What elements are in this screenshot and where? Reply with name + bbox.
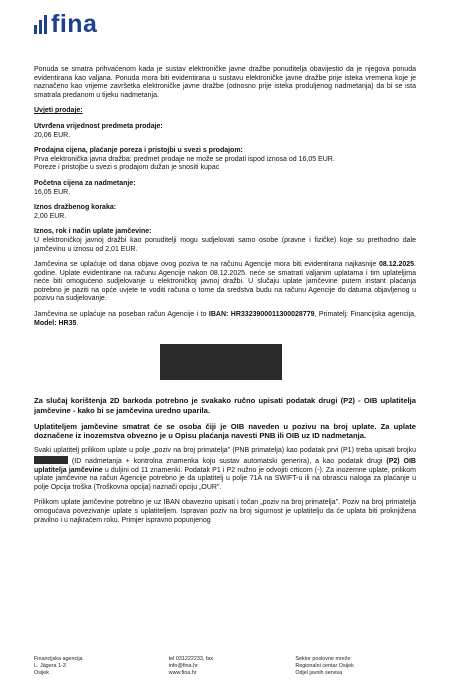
paragraph-ponuda: Ponuda se smatra prihvaćenom kada je sustav elektroničke javne dražbe ponuditelja obavijestio da je njegova ponuda evidentirana kao valjana. Ponuda mora biti evidentirana u sustavu elektroničke javne dražbe prije isteka vremena koje je naznačeno kao vrijeme završetka elektroničke javne dražbe (odnosno prije isteka produljenog nadmetanja) da bi se ista smatrala predanom u tijeku nadmetanja. <box>34 66 416 99</box>
footer-line: tel 031222233, fax <box>168 656 214 662</box>
footer-line: Odjel javnih servisa <box>295 670 343 677</box>
iban-text-a: Jamčevina se uplaćuje na poseban račun Agencije i to <box>34 311 209 319</box>
iban-text-c: . <box>76 319 79 327</box>
section-jamcevina <box>34 228 416 254</box>
section-pocetna <box>34 180 416 197</box>
footer-line: Regionalni centar Osijek <box>295 663 354 670</box>
text-jamcevina: U elektroničkoj javnoj dražbi kao ponuditelji mogu sudjelovati samo osobe (pravne i fizičke) koje su prethodno dale jamčevinu u iznosu od 2,01 EUR. <box>34 236 416 253</box>
footer-col-contact <box>169 656 290 678</box>
svaki-bold: (P2) OIB uplatitelja jamčevine <box>34 458 416 474</box>
value-korak: 2,00 EUR. <box>34 212 67 220</box>
redacted-barcode <box>160 344 282 380</box>
footer-email-link[interactable]: info@fina.hr <box>168 663 198 670</box>
paragraph-svaki-uplatitelj <box>34 447 416 492</box>
logo-text: fina <box>51 10 98 38</box>
paragraph-uplatitelj: Uplatiteljem jamčevine smatrat će se osoba čiji je OIB naveden u pozivu na broj uplate. Za uplate doznačene iz inozemstva obvezno je u Opisu plaćanja navesti PNB ili OIB uz ID nadmetanja. <box>34 421 416 441</box>
document-body <box>34 66 416 525</box>
label-korak: Iznos dražbenog koraka: <box>34 204 117 212</box>
svaki-text-a: Svaki uplatitelj prilikom uplate u polje „poziv na broj primatelja" (PNB primatelja) kao podatak prvi (P1) treba upisati brojku <box>34 447 416 455</box>
redacted-id <box>34 456 68 464</box>
footer-line: L. Jägera 1-3 <box>34 663 66 670</box>
svaki-text-c: u duljini od 11 znamenki. Podatak P1 i P2 nužno je odvojiti crticom (-). Za inozemne uplate, prilikom uplate jamčevine na račun Agencije potrebno je da uplatitelj u polje 71A na SWIFT-u ili na obrascu naloga za plaćanje u polje Opcija troška (Troškovna opcija) naznači opciju „OUR". <box>34 466 416 491</box>
footer-col-department <box>295 656 416 678</box>
label-vrijednost: Utvrđena vrijednost predmeta prodaje: <box>34 122 163 130</box>
rok-text-b: . godine. Uplate evidentirane na računu Agencije nakon 08.12.2025. neće se smatrati valjanim uplatama i tim uplateljima neće biti omogućeno sudjelovanje u elektroničkoj javnoj dražbi. U slučaju uplate jamčevine putem instant plaćanja potrebno je paziti na opće uvjete te voditi računa o tome da sredstva budu na računu Agencije do datuma objavljenog u pozivu na sudjelovanje. <box>34 261 416 303</box>
value-pocetna: 16,05 EUR. <box>34 188 71 196</box>
footer <box>34 656 416 678</box>
heading-uvjeti: Uvjeti prodaje: <box>34 107 83 115</box>
footer-line: Financijska agencija <box>34 656 83 662</box>
fina-logo <box>34 10 97 39</box>
footer-col-address <box>34 656 155 678</box>
paragraph-2d-barkod: Za slučaj korištenja 2D barkoda potrebno je svakako ručno upisati podatak drugi (P2) - OIB uplatitelja jamčevine - kako bi se jamčevina uredno uparila. <box>34 396 416 415</box>
section-vrijednost <box>34 123 416 140</box>
value-vrijednost: 20,06 EUR. <box>34 131 71 139</box>
label-jamcevina: Iznos, rok i način uplate jamčevine: <box>34 228 152 236</box>
svaki-text-b: (ID nadmetanja + kontrolna znamenka koju sustav automatski generira), a kao podatak drugi <box>68 458 387 466</box>
footer-web-link[interactable]: www.fina.hr <box>168 670 197 677</box>
logo-bars-icon <box>34 15 47 34</box>
prodajna-line2: Poreze i pristojbe u svezi s prodajom dužan je snositi kupac <box>34 164 220 172</box>
paragraph-iban <box>34 311 416 328</box>
iban-number: IBAN: HR3323900011300028779 <box>208 311 315 319</box>
paragraph-rok <box>34 261 416 304</box>
iban-model: Model: HR35 <box>34 319 77 327</box>
footer-line: Sektor poslovne mreže <box>295 656 351 662</box>
label-pocetna: Početna cijena za nadmetanje: <box>34 179 136 187</box>
section-korak <box>34 204 416 221</box>
iban-text-b: , Primatelj: Financijska agencija, <box>314 311 416 319</box>
prodajna-line1: Prva elektronička javna dražba: predmet prodaje ne može se prodati ispod iznosa od 16,05 EUR. <box>34 155 335 163</box>
label-prodajna: Prodajna cijena, plaćanje poreza i pristojbi u svezi s prodajom: <box>34 147 243 155</box>
section-prodajna <box>34 147 416 173</box>
paragraph-poziv-na-broj: Prilikom uplate jamčevine potrebno je uz IBAN obavezno upisati i točan „poziv na broj primatelja". Poziv na broj primatelja omogućava povezivanje uplate s uplatiteljem. Ispravan poziv na broj sigurnost je uplatitelju da će uplata biti proknjižena pravilno i u najkraćem roku. Primjer ispravno popunjenog <box>34 499 416 524</box>
rok-text-a: Jamčevina se uplaćuje od dana objave ovog poziva te na računu Agencije mora biti evidentirana najkasnije <box>34 261 379 269</box>
footer-line: Osijek <box>34 670 49 677</box>
rok-date: 08.12.2025 <box>379 261 415 269</box>
